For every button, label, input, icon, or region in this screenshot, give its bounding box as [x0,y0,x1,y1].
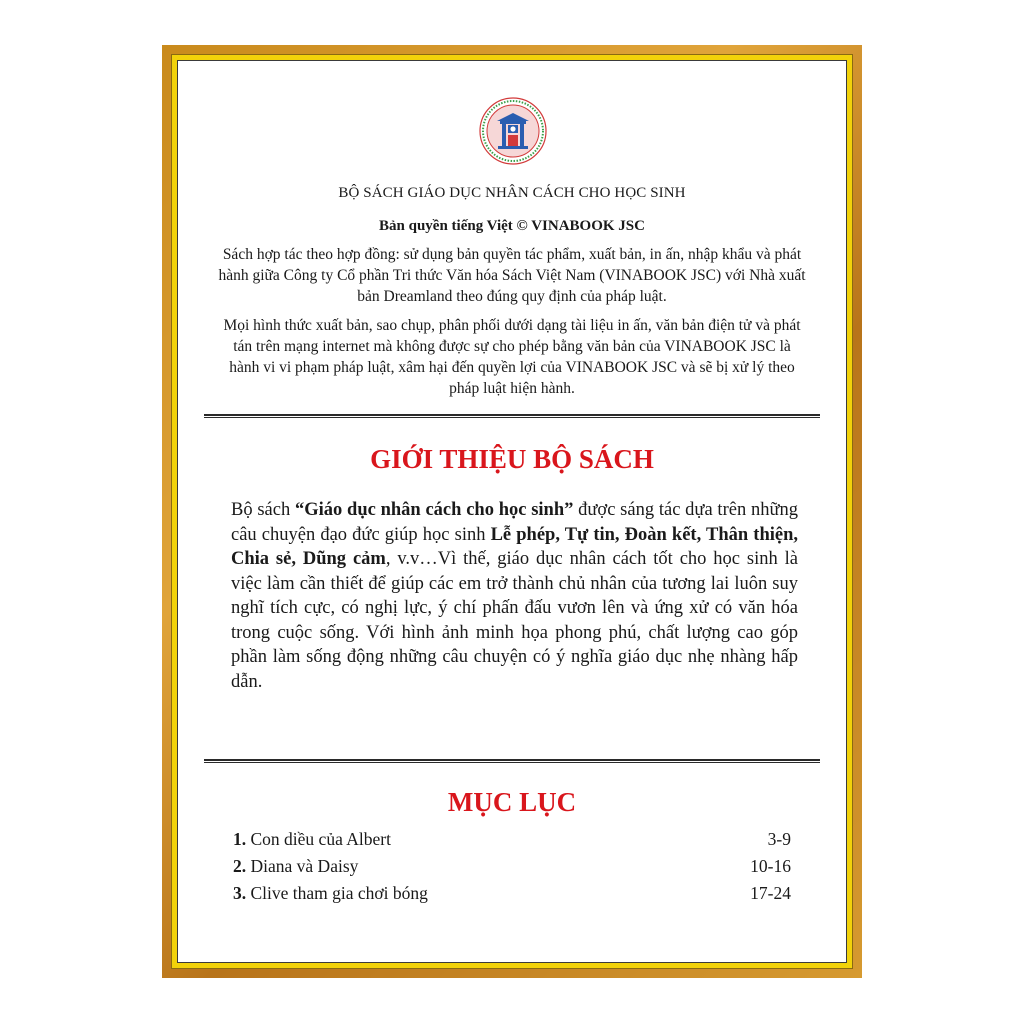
toc-item-pages: 17-24 [750,883,791,903]
toc-item[interactable] [233,856,791,883]
intro-text: Bộ sách [231,500,295,520]
intro-text: , v.v…Vì thế, giáo dục nhân cách tốt cho học sinh là việc làm cần thiết để giúp các em trở thành chủ nhân của tương lai luôn suy nghĩ tích cực, có nghị lực, ý chí phấn đấu vươn lên và ứng xử có văn hóa trong cuộc sống. Với hình ảnh minh họa phong phú, chất lượng cao góp phần làm sống động những câu chuyện có ý nghĩa giáo dục nhẹ nhàng hấp dẫn. [231,549,798,692]
toc-item-title: Con diều của Albert [250,829,391,849]
intro-series-name: “Giáo dục nhân cách cho học sinh” [295,500,574,520]
toc-item-number: 3. [233,883,247,903]
series-title: BỘ SÁCH GIÁO DỤC NHÂN CÁCH CHO HỌC SINH [338,185,686,201]
toc-item-title: Diana và Daisy [250,856,359,876]
book-page-frame [162,45,862,978]
toc-item-number: 2. [233,856,247,876]
toc-heading: MỤC LỤC [447,787,577,817]
legal-notice-paragraph: Mọi hình thức xuất bản, sao chụp, phân phối dưới dạng tài liệu in ấn, văn bản điện tử và phát tán trên mạng internet mà không được sự cho phép bằng văn bản của VINABOOK JSC là hành vi vi phạm pháp luật, xâm hại đến quyền lợi của VINABOOK JSC và sẽ bị xử lý theo pháp luật hiện hành. [223,317,801,397]
divider [204,759,820,763]
table-of-contents [233,829,791,910]
toc-item[interactable] [233,829,791,856]
toc-item-pages: 3-9 [767,829,791,849]
publisher-seal-icon [479,97,547,165]
intro-text: được sáng tác dựa trên những câu chuyện đạo đức giúp học sinh [231,500,798,545]
contract-paragraph: Sách hợp tác theo hợp đồng: sử dụng bản quyền tác phẩm, xuất bản, in ấn, nhập khẩu và phát hành giữa Công ty Cổ phần Tri thức Văn hóa Sách Việt Nam (VINABOOK JSC) với Nhà xuất bản Dreamland theo đúng quy định của pháp luật. [218,246,806,305]
copyright-line: Bản quyền tiếng Việt © VINABOOK JSC [379,218,645,234]
toc-item-number: 1. [233,829,247,849]
toc-item[interactable] [233,883,791,910]
toc-item-title: Clive tham gia chơi bóng [250,883,428,903]
page-content [177,60,847,963]
intro-heading: GIỚI THIỆU BỘ SÁCH [370,444,654,474]
divider [204,414,820,418]
gold-border [171,54,853,969]
intro-paragraph [231,498,798,694]
toc-item-pages: 10-16 [750,856,791,876]
intro-virtues: Lễ phép, Tự tin, Đoàn kết, Thân thiện, Chia sẻ, Dũng cảm [231,524,799,569]
